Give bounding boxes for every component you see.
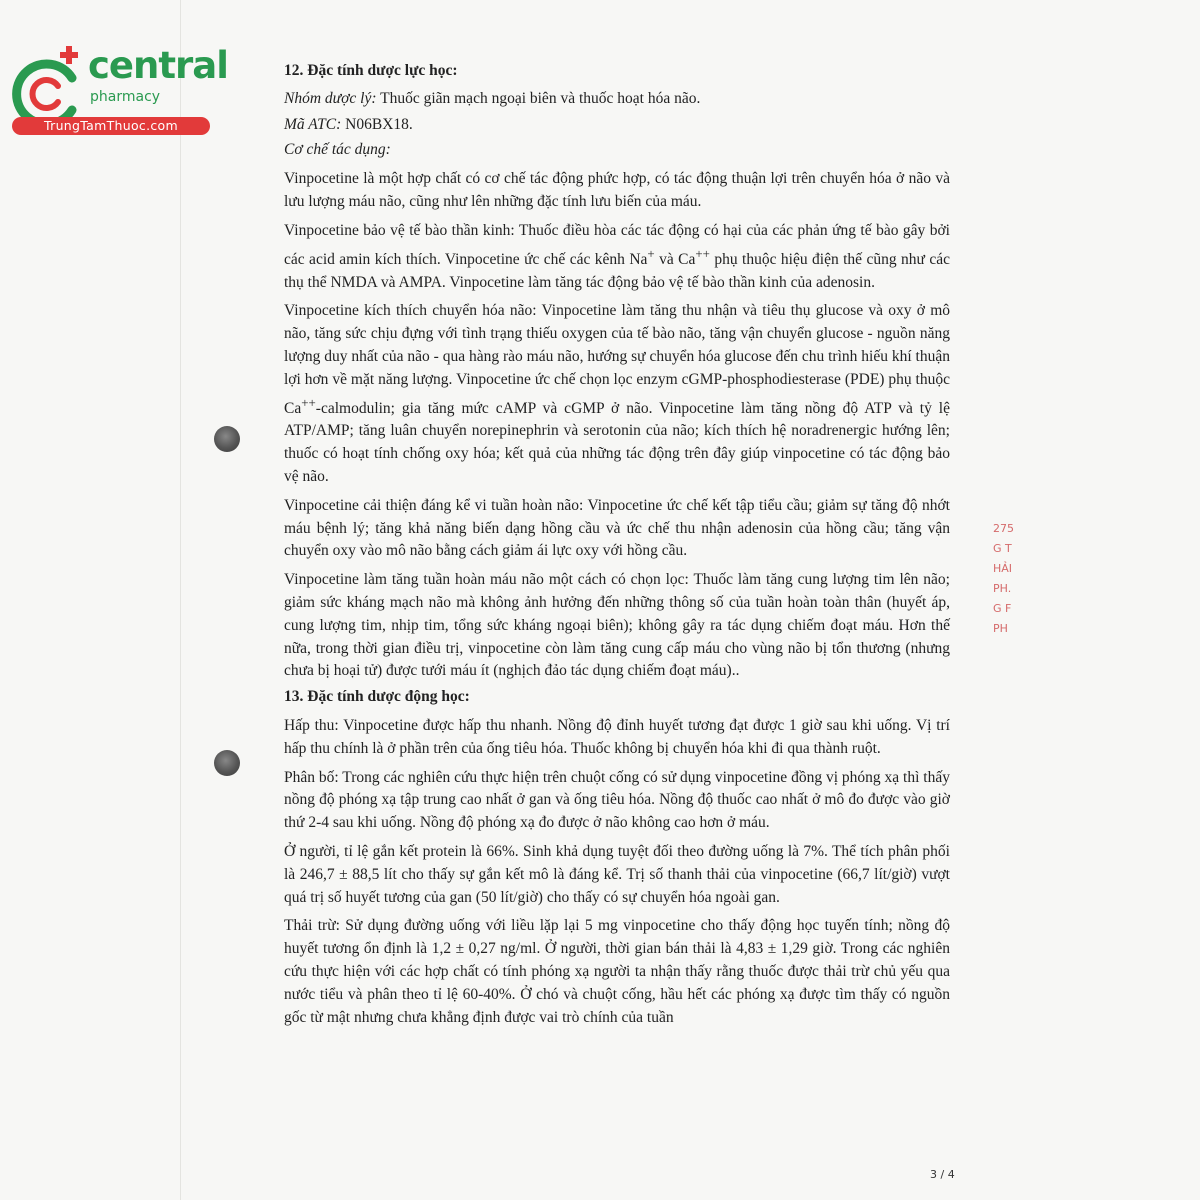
protein-binding-paragraph: Ở người, tỉ lệ gắn kết protein là 66%. Sinh khả dụng tuyệt đối theo đường uống là 7%. Thể tích phân phối là 246,7 ± 88,5 lít cho thấy sự gắn kết mô là đáng kể. Trị số thanh thải của vinpocetine (66,7 lít/giờ) vượt quá trị số huyết tương của gan (50 lít/giờ) cho thấy có sự chuyển hóa ngoài gan. <box>284 843 950 906</box>
logo-website: TrungTamThuoc.com <box>12 117 210 135</box>
logo-name: central <box>88 44 228 87</box>
logo-subtitle: pharmacy <box>90 89 161 105</box>
mechanism-paragraph-1: Vinpocetine là một hợp chất có cơ chế tác động phức hợp, có tác động thuận lợi trên chuyển hóa ở não và lưu lượng máu não, cũng như lên những đặc tính lưu biến của máu. <box>284 170 950 210</box>
p3-part-a: Vinpocetine kích thích chuyển hóa não: Vinpocetine làm tăng thu nhận và tiêu thụ glucose và oxy ở mô não, tăng sức chịu đựng với tình trạng thiếu oxygen của tế bào não, tăng vận chuyển glucose - nguồn năng lượng duy nhất của não - qua hàng rào máu não, hướng sự chuyển hóa glucose đến chu trình hiếu khí thuận lợi hơn về mặt năng lượng. Vinpocetine ức chế chọn lọc enzym cGMP-phosphodiesterase (PDE) phụ thuộc Ca <box>284 302 950 417</box>
distribution-paragraph: Phân bố: Trong các nghiên cứu thực hiện trên chuột cống có sử dụng vinpocetine đồng vị phóng xạ thì thấy nồng độ phóng xạ tập trung cao nhất ở gan và ống tiêu hóa. Nồng độ thuốc cao nhất ở mô đo được vào giờ thứ 2-4 sau khi uống. Nồng độ phóng xạ đo được ở não không cao hơn ở máu. <box>284 768 950 832</box>
section-12-heading: 12. Đặc tính dược lực học: <box>284 62 458 79</box>
drug-group-value: Thuốc giãn mạch ngoại biên và thuốc hoạt hóa não. <box>376 89 701 107</box>
punch-hole-bottom <box>214 750 240 776</box>
section-13-heading: 13. Đặc tính dược động học: <box>284 688 470 706</box>
stamp-line: G F <box>993 602 1012 615</box>
drug-group-line <box>284 88 950 111</box>
drug-group-label: Nhóm dược lý: <box>284 89 377 107</box>
mechanism-label: Cơ chế tác dụng: <box>284 141 391 159</box>
page-number: 3 / 4 <box>930 1168 955 1181</box>
p3-part-b: -calmodulin; gia tăng mức cAMP và cGMP ở não. Vinpocetine làm tăng nồng độ ATP và tỷ lệ ATP/AMP; tăng luân chuyển norepinephrin và serotonin của não; kích thích hệ noradrenergic hướng lên; thuốc có hoạt tính chống oxy hóa; kết quả của những tác động trên đây giúp vinpocetine có tác động bảo vệ não. <box>284 399 950 486</box>
mechanism-paragraph-5: Vinpocetine làm tăng tuần hoàn máu não một cách có chọn lọc: Thuốc làm tăng cung lượng tim lên não; giảm sức kháng mạch não mà không ảnh hưởng đến những thông số của tuần hoàn toàn thân (huyết áp, cung lượng tim, nhịp tim, tổng sức kháng ngoại biên); không gây ra tác dụng chiếm đoạt máu. Hơn thế nữa, trong thời gian điều trị, vinpocetine còn làm tăng cung cấp máu cho vùng não bị tổn thương (nhưng chưa bị hoại tử) được tưới máu ít (nghịch đảo tác dụng chiếm đoạt máu).. <box>284 571 950 680</box>
ca-superscript: ++ <box>695 245 710 261</box>
ca-superscript-2: ++ <box>301 394 316 410</box>
document-body <box>284 60 950 1029</box>
stamp-line: PH <box>993 622 1008 635</box>
page-edge <box>180 0 181 1200</box>
p2-part-a: Vinpocetine bảo vệ tế bào thần kinh: Thuốc điều hòa các tác động có hại của các phản ứng tế bào gây bởi các acid amin kích thích. Vinpocetine ức chế các kênh Na <box>284 221 950 268</box>
p2-part-c: phụ thuộc hiệu điện thế cũng như các thụ thể NMDA và AMPA. Vinpocetine làm tăng tác động bảo vệ tế bào thần kinh của adenosin. <box>284 250 950 291</box>
absorption-paragraph: Hấp thu: Vinpocetine được hấp thu nhanh. Nồng độ đỉnh huyết tương đạt được 1 giờ sau khi uống. Vị trí hấp thu chính là ở phần trên của ống tiêu hóa. Thuốc không bị chuyển hóa khi đi qua thành ruột. <box>284 717 950 757</box>
na-superscript: + <box>647 245 655 261</box>
stamp-line: PH. <box>993 582 1012 595</box>
stamp-line: HẢI <box>993 562 1013 575</box>
mechanism-paragraph-2 <box>284 220 950 295</box>
company-stamp-fragment <box>993 522 1021 672</box>
atc-code-line <box>284 114 950 137</box>
mechanism-paragraph-3 <box>284 300 950 489</box>
elimination-paragraph: Thải trừ: Sử dụng đường uống với liều lặp lại 5 mg vinpocetine cho thấy động học tuyến tính; nồng độ huyết tương ổn định là 1,2 ± 0,27 ng/ml. Ở người, thời gian bán thải là 4,83 ± 1,29 giờ. Trong các nghiên cứu thực hiện với các hợp chất có tính phóng xạ người ta nhận thấy rằng thuốc được thải trừ chủ yếu qua nước tiểu và phân theo tỉ lệ 60-40%. Ở chó và chuột cống, hầu hết các phóng xạ được tìm thấy có nguồn gốc từ mật nhưng chưa khẳng định được vai trò chính của tuần <box>284 917 950 1026</box>
p2-part-b: và Ca <box>654 250 696 268</box>
stamp-line: G T <box>993 542 1012 555</box>
atc-value: N06BX18. <box>341 115 413 133</box>
atc-label: Mã ATC: <box>284 115 342 133</box>
stamp-line: 275 <box>993 522 1014 535</box>
mechanism-paragraph-4: Vinpocetine cải thiện đáng kể vi tuần hoàn não: Vinpocetine ức chế kết tập tiểu cầu; giảm sự tăng độ nhớt máu bệnh lý; tăng khả năng biến dạng hồng cầu và ức chế thu nhận adenosin của hồng cầu; tăng vận chuyển oxy vào mô não bằng cách giảm ái lực oxy với hồng cầu. <box>284 496 950 560</box>
punch-hole-top <box>214 426 240 452</box>
